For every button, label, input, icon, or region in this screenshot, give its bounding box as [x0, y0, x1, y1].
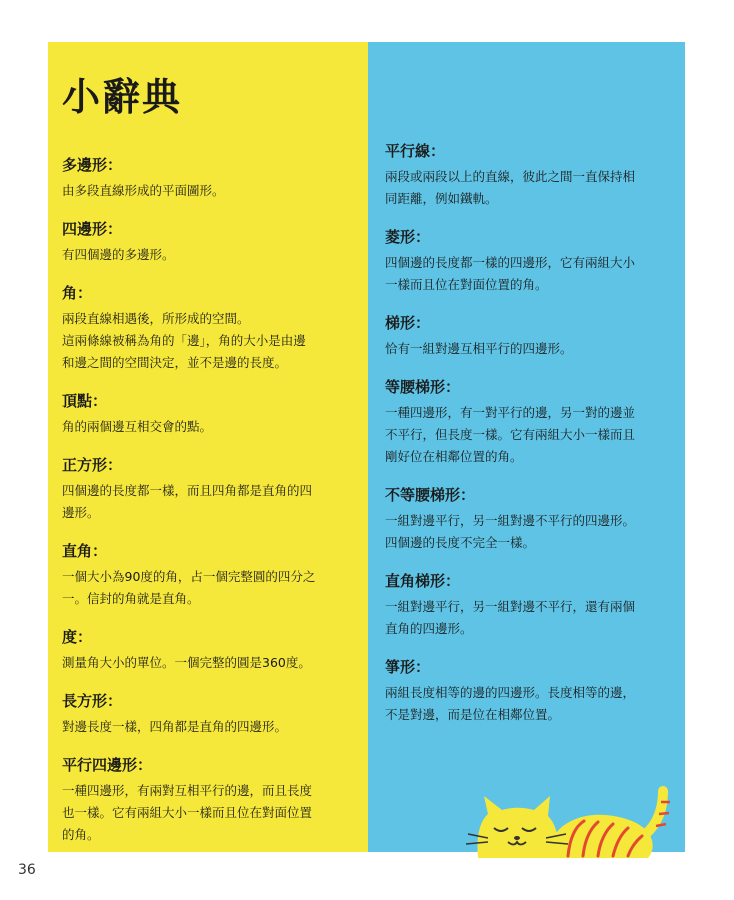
glossary-definition-line: 一。信封的角就是直角。 — [62, 591, 200, 606]
glossary-entry — [385, 312, 671, 360]
glossary-entry — [385, 570, 671, 640]
glossary-term: 平行四邊形： — [62, 756, 153, 774]
glossary-entry — [385, 484, 671, 554]
glossary-term: 正方形： — [62, 456, 123, 474]
glossary-definition-line: 四個邊的長度都一樣，而且四角都是直角的四 — [62, 483, 313, 498]
glossary-entry — [385, 140, 671, 210]
glossary-term: 箏形： — [385, 658, 431, 676]
glossary-definition-line: 一種四邊形，有兩對互相平行的邊，而且長度 — [62, 783, 313, 798]
glossary-definition-line: 測量角大小的單位。一個完整的圓是360度。 — [62, 655, 311, 670]
glossary-definition-line: 一個大小為90度的角，占一個完整圓的四分之 — [62, 569, 316, 584]
glossary-definition-line: 由多段直線形成的平面圖形。 — [62, 183, 225, 198]
glossary-term: 菱形： — [385, 228, 431, 246]
glossary-entry — [62, 626, 354, 674]
glossary-term: 平行線： — [385, 142, 446, 160]
page-number: 36 — [18, 862, 36, 878]
glossary-definition-line: 也一樣。它有兩組大小一樣而且位在對面位置 — [62, 805, 313, 820]
glossary-term: 長方形： — [62, 692, 123, 710]
glossary-entry — [62, 690, 354, 738]
glossary-definition-line: 和邊之間的空間決定，並不是邊的長度。 — [62, 355, 288, 370]
right-glossary-list — [385, 140, 671, 726]
glossary-definition-line: 這兩條線被稱為角的「邊」，角的大小是由邊 — [62, 333, 306, 348]
right-panel — [368, 42, 685, 852]
glossary-entry — [62, 754, 354, 846]
glossary-definition-line: 角的兩個邊互相交會的點。 — [62, 419, 213, 434]
glossary-term: 直角： — [62, 542, 108, 560]
glossary-definition-line: 一樣而且位在對面位置的角。 — [385, 277, 548, 292]
glossary-definition-line: 不平行，但長度一樣。它有兩組大小一樣而且 — [385, 427, 636, 442]
glossary-definition-line: 四個邊的長度不完全一樣。 — [385, 535, 536, 550]
glossary-definition-line: 兩段或兩段以上的直線，彼此之間一直保持相 — [385, 169, 636, 184]
glossary-entry — [385, 226, 671, 296]
glossary-term: 直角梯形： — [385, 572, 461, 590]
glossary-entry — [62, 154, 354, 202]
page-title: 小辭典 — [62, 75, 183, 119]
glossary-definition-line: 一組對邊平行，另一組對邊不平行的四邊形。 — [385, 513, 636, 528]
glossary-definition-line: 不是對邊，而是位在相鄰位置。 — [385, 707, 561, 722]
left-panel — [48, 42, 368, 852]
glossary-definition-line: 邊形。 — [62, 505, 100, 520]
glossary-definition-line: 兩組長度相等的邊的四邊形。長度相等的邊， — [385, 685, 636, 700]
left-glossary-list — [62, 154, 354, 846]
glossary-entry — [385, 656, 671, 726]
glossary-definition-line: 恰有一組對邊互相平行的四邊形。 — [385, 341, 573, 356]
glossary-entry — [62, 218, 354, 266]
glossary-definition-line: 四個邊的長度都一樣的四邊形，它有兩組大小 — [385, 255, 636, 270]
glossary-definition-line: 一組對邊平行，另一組對邊不平行，還有兩個 — [385, 599, 636, 614]
glossary-definition-line: 的角。 — [62, 827, 100, 842]
glossary-definition-line: 直角的四邊形。 — [385, 621, 473, 636]
glossary-definition-line: 一種四邊形，有一對平行的邊，另一對的邊並 — [385, 405, 636, 420]
glossary-definition-line: 有四個邊的多邊形。 — [62, 247, 175, 262]
glossary-entry — [62, 282, 354, 374]
glossary-term: 梯形： — [385, 314, 431, 332]
glossary-definition-line: 兩段直線相遇後，所形成的空間。 — [62, 311, 250, 326]
glossary-definition-line: 同距離，例如鐵軌。 — [385, 191, 498, 206]
glossary-term: 頂點： — [62, 392, 108, 410]
glossary-definition-line: 剛好位在相鄰位置的角。 — [385, 449, 523, 464]
glossary-term: 四邊形： — [62, 220, 123, 238]
glossary-term: 度： — [62, 628, 93, 646]
sleeping-cat-icon — [458, 786, 678, 866]
glossary-term: 角： — [62, 284, 93, 302]
glossary-term: 不等腰梯形： — [385, 486, 476, 504]
glossary-entry — [62, 390, 354, 438]
glossary-term: 多邊形： — [62, 156, 123, 174]
glossary-term: 等腰梯形： — [385, 378, 461, 396]
glossary-entry — [62, 540, 354, 610]
glossary-definition-line: 對邊長度一樣，四角都是直角的四邊形。 — [62, 719, 288, 734]
glossary-entry — [385, 376, 671, 468]
glossary-entry — [62, 454, 354, 524]
